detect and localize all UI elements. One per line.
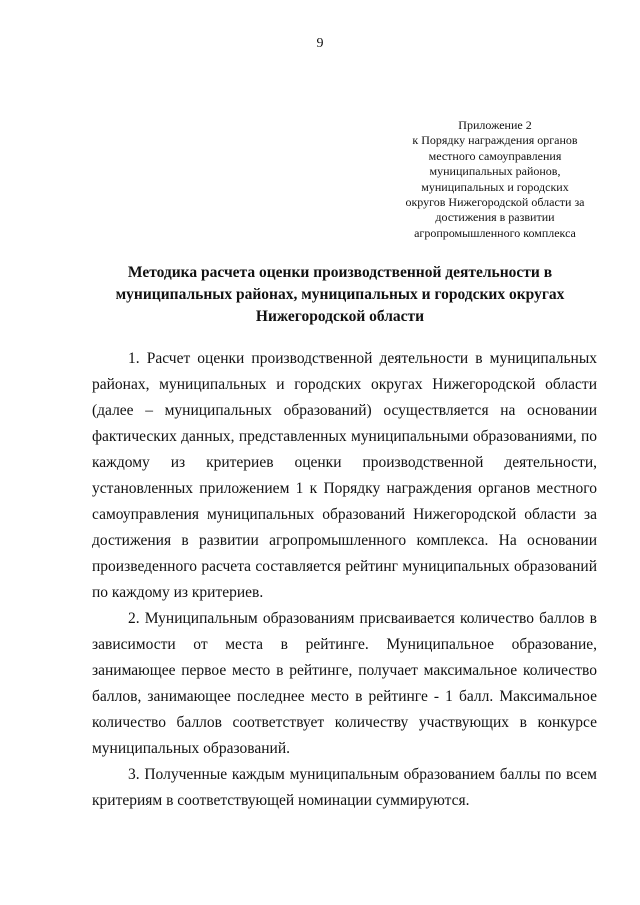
title-line: Нижегородской области bbox=[255, 308, 425, 325]
appendix-line: агропромышленного комплекса bbox=[414, 225, 576, 240]
appendix-line: к Порядку награждения органов bbox=[412, 133, 578, 148]
appendix-line: местного самоуправления bbox=[428, 148, 562, 163]
appendix-line: муниципальных районов, bbox=[429, 164, 561, 179]
appendix-header bbox=[395, 118, 595, 241]
appendix-line: округов Нижегородской области за bbox=[405, 195, 585, 210]
document-body bbox=[92, 346, 597, 814]
paragraph-3: 3. Полученные каждым муниципальным образованием баллы по всем критериям в соответствующей номинации суммируются. bbox=[92, 766, 597, 809]
appendix-line: достижения в развитии bbox=[435, 210, 555, 225]
paragraph-1: 1. Расчет оценки производственной деятельности в муниципальных районах, муниципальных и городских округах Нижегородской области (далее – муниципальных образований) осуществляется на основании фактических данных, представленных муниципальными образованиями, по каждому из критериев оценки производственной деятельности, установленных приложением 1 к Порядку награждения органов местного самоуправления муниципальных образований Нижегородской области за достижения в развитии агропромышленного комплекса. На основании произведенного расчета составляется рейтинг муниципальных образований по каждому из критериев. bbox=[92, 350, 597, 601]
document-title bbox=[80, 262, 600, 328]
appendix-line: муниципальных и городских bbox=[421, 179, 569, 194]
title-line: Методика расчета оценки производственной деятельности в bbox=[127, 264, 553, 281]
page-number: 9 bbox=[316, 36, 324, 51]
appendix-line: Приложение 2 bbox=[458, 118, 532, 132]
paragraph-2: 2. Муниципальным образованиям присваивается количество баллов в зависимости от места в рейтинге. Муниципальное образование, занимающее первое место в рейтинге, получает максимальное количество баллов, занимающее последнее место в рейтинге - 1 балл. Максимальное количество баллов соответствует количеству участвующих в конкурсе муниципальных образований. bbox=[92, 610, 597, 757]
title-line: муниципальных районах, муниципальных и городских округах bbox=[115, 286, 565, 303]
